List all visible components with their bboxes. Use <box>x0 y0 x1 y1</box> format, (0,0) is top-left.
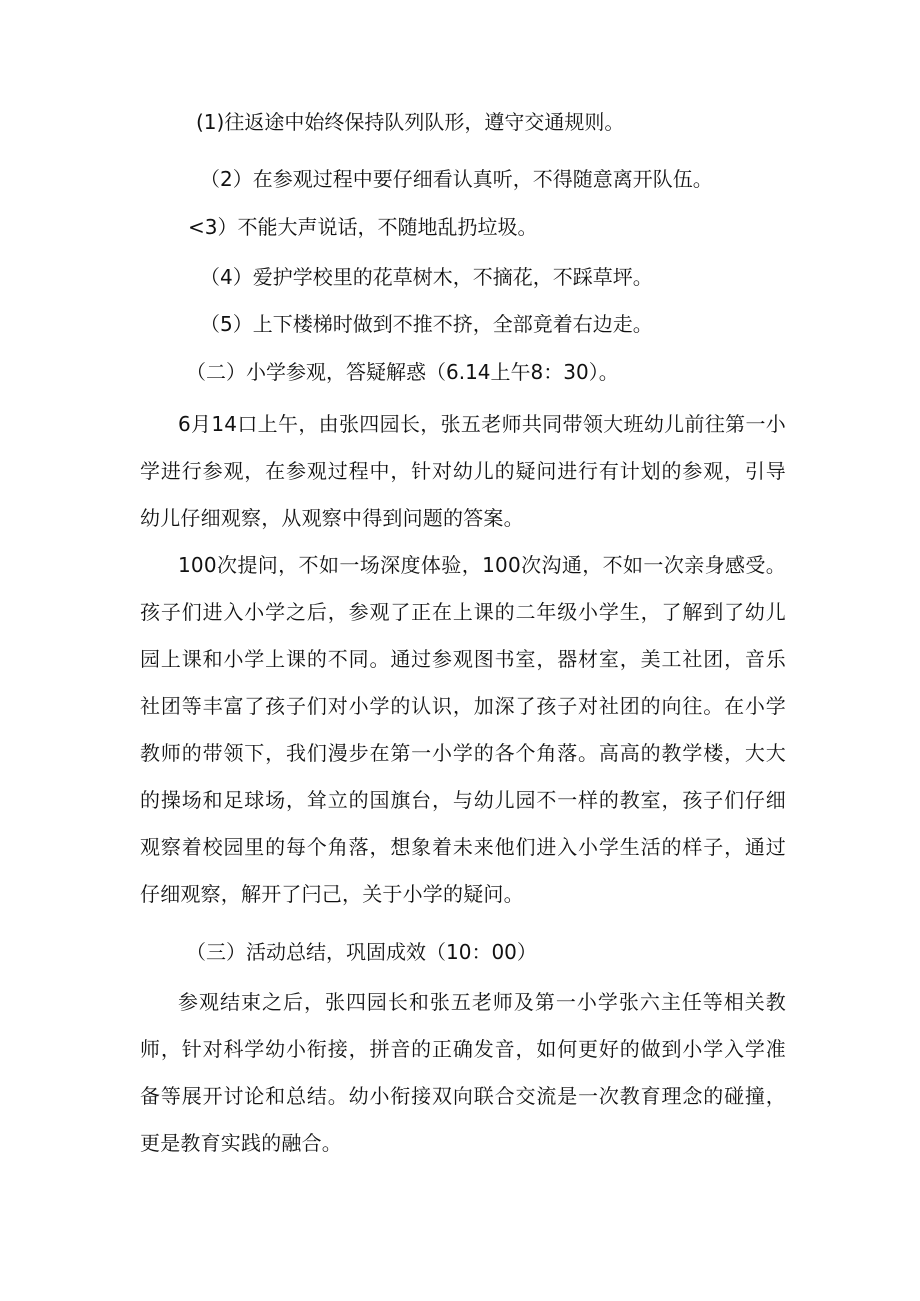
section-2-heading: （二）小学参观，答疑解惑（6.14上午8：30）。 <box>186 360 619 384</box>
section-2-paragraph-1: 6月14口上午，由张四园长，张五老师共同带领大班幼儿前往第一小学进行参观，在参观过程中，针对幼儿的疑问进行有计划的参观，引导幼儿仔细观察，从观察中得到问题的答案。 <box>140 412 786 530</box>
section-3-paragraph-1: 参观结束之后，张四园长和张五老师及第一小学张六主任等相关教师，针对科学幼小衔接，拼音的正确发音，如何更好的做到小学入学准备等展开讨论和总结。幼小衔接双向联合交流是一次教育理念的碰撞，更是教育实践的融合。 <box>140 990 786 1155</box>
rule-2: （2）在参观过程中要仔细看认真听，不得随意离开队伍。 <box>200 167 713 191</box>
rule-4: （4）爱护学校里的花草树木，不摘花，不踩草坪。 <box>200 265 653 289</box>
section-3-heading: （三）活动总结，巩固成效（10：00） <box>186 940 537 964</box>
rule-5: （5）上下楼梯时做到不推不挤，全部竟着右边走。 <box>200 312 653 336</box>
rule-3: <3）不能大声说话，不随地乱扔垃圾。 <box>188 215 538 239</box>
rule-1: (1)往返途中始终保持队列队形，遵守交通规则。 <box>196 110 625 134</box>
section-2-paragraph-2: 100次提问，不如一场深度体验，100次沟通，不如一次亲身感受。孩子们进入小学之后，参观了正在上课的二年级小学生，了解到了幼儿园上课和小学上课的不同。通过参观图书室，器材室，美工社团，音乐社团等丰富了孩子们对小学的认识，加深了孩子对社团的向往。在小学教师的带领下，我们漫步在第一小学的各个角落。高高的教学楼，大大的操场和足球场，耸立的国旗台，与幼儿园不一样的教室，孩子们仔细观察着校园里的每个角落，想象着未来他们进入小学生活的样子，通过仔细观察，解开了闩己，关于小学的疑问。 <box>140 553 786 906</box>
